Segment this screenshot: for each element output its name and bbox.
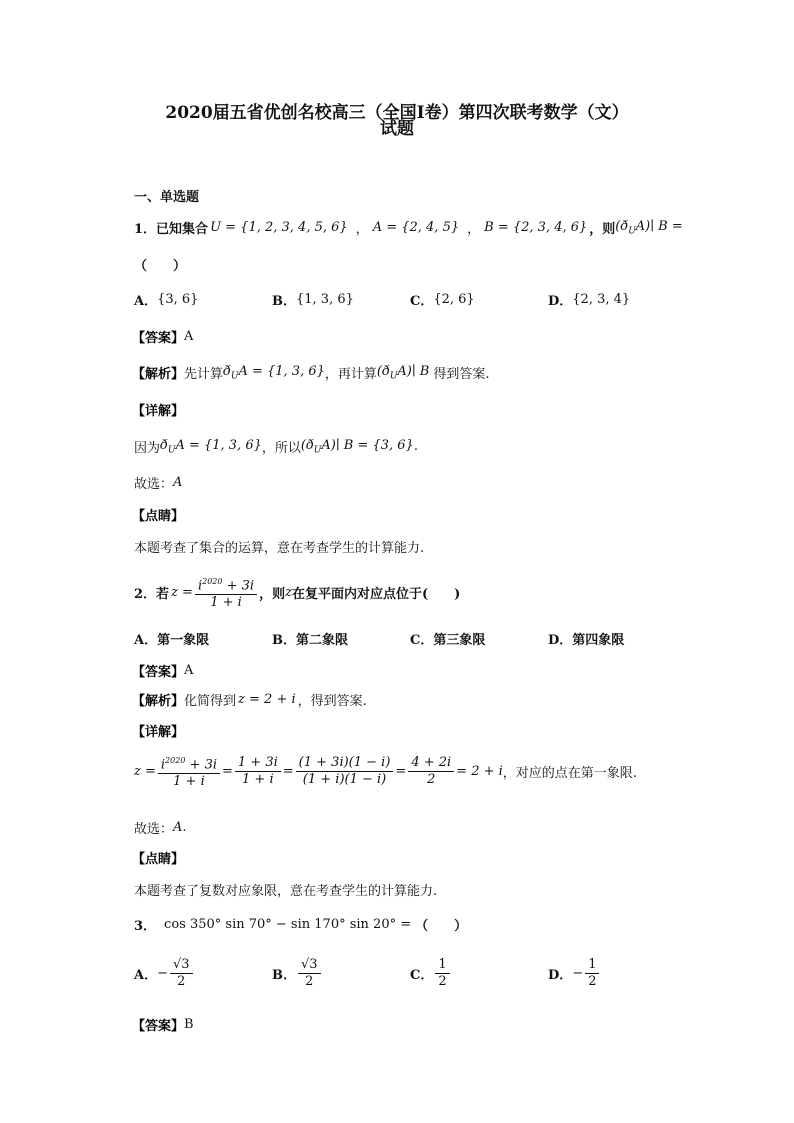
q2-option-c[interactable]: C． 第三象限 [410, 633, 486, 648]
q3-option-a[interactable]: A． − $\frac{√3}{2}$ [134, 958, 195, 989]
question-1-number: 1． [134, 222, 157, 237]
q1-option-d[interactable]: D． {2, 3, 4} [548, 292, 631, 309]
q2-option-d[interactable]: D． 第四象限 [548, 633, 625, 648]
q1-option-a[interactable]: A． {3, 6} [134, 292, 199, 309]
q2-analysis: 【解析】 化简得到 z = 2 + i ，得到答案. [132, 692, 367, 709]
set-u: U = {1, 2, 3, 4, 5, 6} [210, 220, 348, 235]
q1-option-b[interactable]: B． {1, 3, 6} [272, 292, 354, 309]
q2-option-a[interactable]: A． 第一象限 [134, 633, 210, 648]
question-2-stem: 2． 若 z = $\frac{i^{2020} + 3i}{1 + i}$ ，则 z 在复平面内对应点位于( ) [134, 577, 461, 611]
q2-choose: 故选： A . [134, 820, 187, 837]
question-1-stem: 1． 已知集合 U = {1, 2, 3, 4, 5, 6} ， A = {2, 4, 5} ， B = {2, 3, 4, 6} ，则 $(ð_UA)∣$ B = [134, 218, 683, 237]
q1-comment-label: 【点睛】 [132, 509, 185, 524]
q1-answer: 【答案】 A [132, 329, 194, 346]
q1-detail-label: 【详解】 [132, 404, 185, 419]
q2-detail-label: 【详解】 [132, 725, 185, 740]
q2-answer: 【答案】 A [132, 663, 194, 680]
section-heading: 一、单选题 [134, 190, 200, 205]
q3-option-d[interactable]: D． − $\frac{1}{2}$ [548, 958, 601, 989]
document-title-line2: 试题 [380, 119, 414, 139]
complement-expression: $(ð_UA)∣$ B = [615, 218, 683, 237]
q1-analysis: 【解析】 先计算 $ð_UA = \{1$, 3, 6} ，再计算 $(ð_UA)∣$ B 得到答案. [132, 363, 490, 382]
q2-comment-label: 【点睛】 [132, 852, 185, 867]
question-3-stem: 3． cos 350° sin 70° − sin 170° sin 20° = （ ） [134, 917, 468, 934]
set-a: A = {2, 4, 5} [372, 220, 460, 235]
question-1-paren: （ ） [134, 259, 187, 274]
q2-comment: 本题考查了复数对应象限，意在考查学生的计算能力. [134, 884, 438, 899]
question-3-number: 3． [134, 919, 157, 934]
q2-option-b[interactable]: B． 第二象限 [272, 633, 349, 648]
q3-option-b[interactable]: B． $\frac{√3}{2}$ [272, 958, 323, 989]
q1-comment: 本题考查了集合的运算，意在考查学生的计算能力. [134, 541, 425, 556]
question-2-number: 2． [134, 587, 157, 603]
q3-answer: 【答案】 B [132, 1017, 194, 1034]
document-title: 2020届五省优创名校高三（全国Ⅰ卷）第四次联考数学（文） [165, 103, 629, 123]
q1-choose: 故选： A [134, 475, 183, 492]
q2-fraction: $\frac{i^{2020} + 3i}{1 + i}$ [195, 575, 257, 610]
q2-detail-equation: z = $\frac{i^{2020} + 3i}{1 + i}$ = $\frac{1 + 3i}{1 + i}$ = $\frac{(1 + 3i)(1 - i)}{(1 + i)(1 - i)}$ = $\frac{4 + 2i}{2}$ = 2 + i ，对应的点在第一象限. [134, 755, 637, 790]
set-b: B = {2, 3, 4, 6} [484, 220, 588, 235]
q1-option-c[interactable]: C． {2, 6} [410, 292, 475, 309]
q3-option-c[interactable]: C． $\frac{1}{2}$ [410, 958, 452, 989]
q1-detail: 因为 $ð_UA = \{1$, 3, 6} ，所以 $(ð_UA)∣$ B = {3, 6} . [134, 437, 418, 456]
